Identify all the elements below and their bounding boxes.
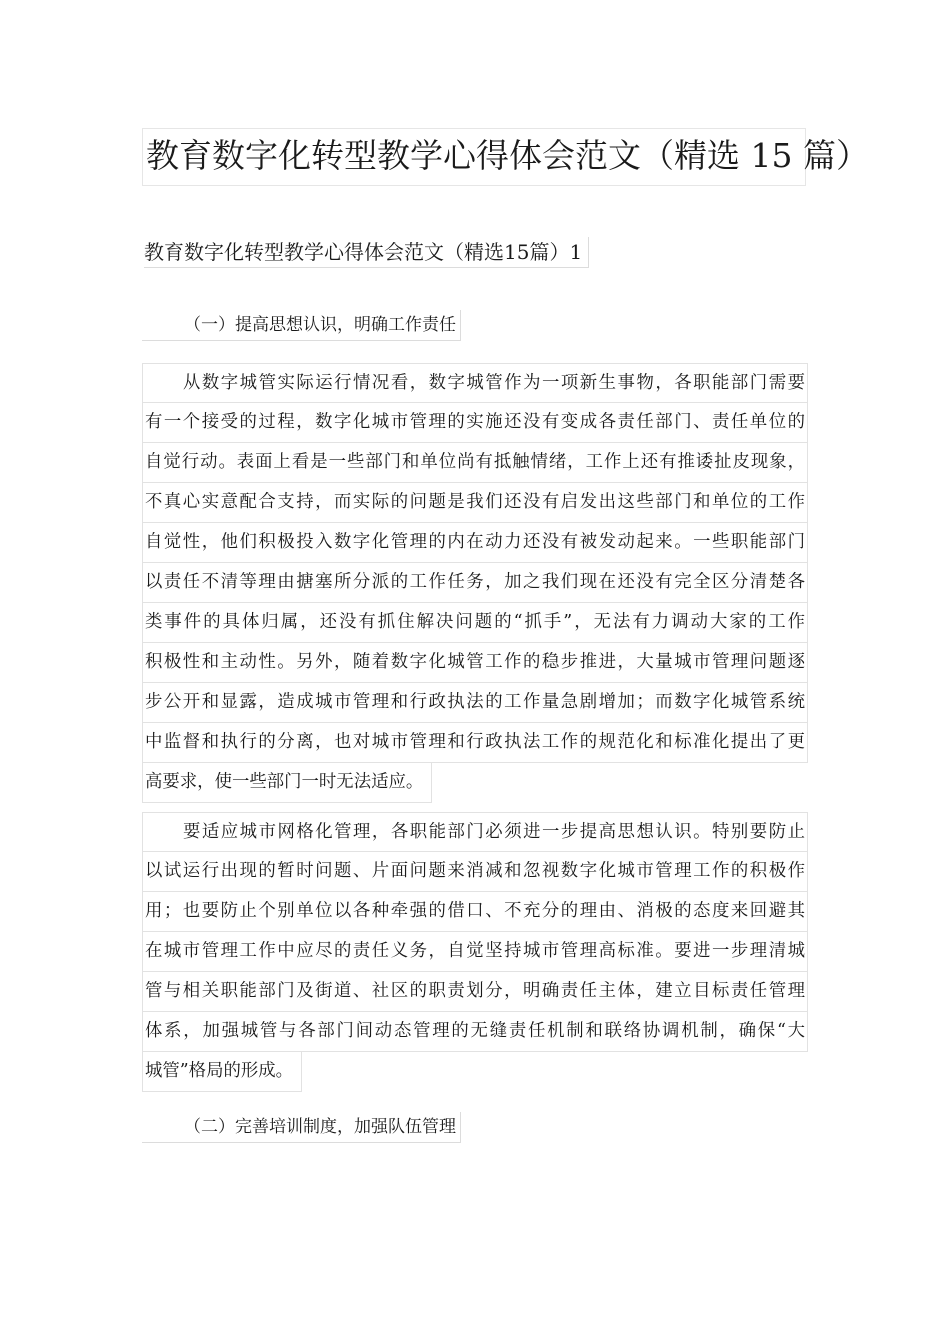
section-heading-2: （二）完善培训制度，加强队伍管理: [142, 1112, 461, 1143]
paragraph-line: 从数字城管实际运行情况看，数字城管作为一项新生事物，各职能部门需要: [142, 363, 808, 403]
paragraph-line: 在城市管理工作中应尽的责任义务，自觉坚持城市管理高标准。要进一步理清城: [142, 932, 808, 972]
paragraph-line: 城管”格局的形成。: [142, 1052, 302, 1092]
paragraph-line: 自觉性，他们积极投入数字化管理的内在动力还没有被发动起来。一些职能部门: [142, 523, 808, 563]
paragraph-line: 高要求，使一些部门一时无法适应。: [142, 763, 432, 803]
paragraph-line: 积极性和主动性。另外，随着数字化城管工作的稳步推进，大量城市管理问题逐: [142, 643, 808, 683]
document-title: 教育数字化转型教学心得体会范文（精选 15 篇）: [146, 136, 869, 175]
paragraph-line: 自觉行动。表面上看是一些部门和单位尚有抵触情绪，工作上还有推诿扯皮现象，: [142, 443, 808, 483]
paragraph-line: 体系，加强城管与各部门间动态管理的无缝责任机制和联络协调机制，确保“大: [142, 1012, 808, 1052]
paragraph-line: 以试运行出现的暂时问题、片面问题来消减和忽视数字化城市管理工作的积极作: [142, 852, 808, 892]
paragraph-line: 有一个接受的过程，数字化城市管理的实施还没有变成各责任部门、责任单位的: [142, 403, 808, 443]
paragraph-line: 中监督和执行的分离，也对城市管理和行政执法工作的规范化和标准化提出了更: [142, 723, 808, 763]
paragraph-line: 要适应城市网格化管理，各职能部门必须进一步提高思想认识。特别要防止: [142, 812, 808, 852]
paragraph-1: [142, 363, 808, 807]
paragraph-line: 步公开和显露，造成城市管理和行政执法的工作量急剧增加；而数字化城管系统: [142, 683, 808, 723]
paragraph-2: [142, 812, 808, 1096]
paragraph-line: 用；也要防止个别单位以各种牵强的借口、不充分的理由、消极的态度来回避其: [142, 892, 808, 932]
article-subtitle: 教育数字化转型教学心得体会范文（精选15篇）1: [144, 237, 589, 268]
paragraph-line: 管与相关职能部门及街道、社区的职责划分，明确责任主体，建立目标责任管理: [142, 972, 808, 1012]
section-heading-1: （一）提高思想认识，明确工作责任: [142, 310, 461, 341]
paragraph-line: 类事件的具体归属，还没有抓住解决问题的“抓手”，无法有力调动大家的工作: [142, 603, 808, 643]
paragraph-line: 不真心实意配合支持，而实际的问题是我们还没有启发出这些部门和单位的工作: [142, 483, 808, 523]
paragraph-line: 以责任不清等理由搪塞所分派的工作任务，加之我们现在还没有完全区分清楚各: [142, 563, 808, 603]
